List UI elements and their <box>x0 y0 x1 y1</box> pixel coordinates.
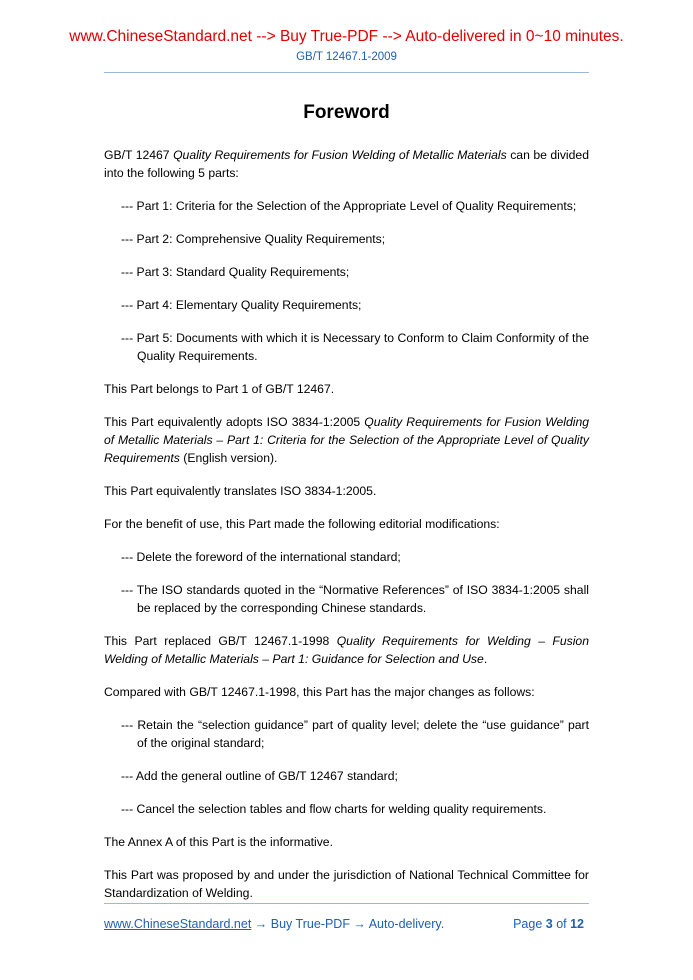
text: GB/T 12467 <box>104 148 174 162</box>
standard-title: Quality Requirements for Fusion Welding of Metallic Materials <box>173 148 507 162</box>
website-link[interactable]: www.ChineseStandard.net <box>104 917 252 931</box>
standard-title: Quality Requirements for Welding – Fusion Welding of Metallic Materials – Part 1: Guidance for Selection and Use <box>104 634 589 666</box>
paragraph: This Part equivalently translates ISO 3834-1:2005. <box>104 484 377 498</box>
list-item: --- Retain the “selection guidance” part of quality level; delete the “use guidance” part of the original standard; <box>121 718 589 750</box>
list-item: --- Part 5: Documents with which it is Necessary to Conform to Claim Conformity of the Quality Requirements. <box>121 331 589 363</box>
document-body <box>104 146 589 917</box>
header-divider <box>104 72 589 73</box>
list-item: --- Add the general outline of GB/T 12467 standard; <box>121 769 398 783</box>
page-label: Page <box>513 917 546 931</box>
header-banner[interactable]: www.ChineseStandard.net --> Buy True-PDF --> Auto-delivered in 0~10 minutes. <box>69 28 624 45</box>
text: . <box>483 652 488 666</box>
text: This Part replaced GB/T 12467.1-1998 <box>104 634 337 648</box>
paragraph: Compared with GB/T 12467.1-1998, this Part has the major changes as follows: <box>104 685 535 699</box>
text: can be divided into the following 5 parts: <box>104 148 589 180</box>
list-item: --- Part 1: Criteria for the Selection of the Appropriate Level of Quality Requirements; <box>121 199 577 213</box>
list-item: --- Cancel the selection tables and flow charts for welding quality requirements. <box>121 802 547 816</box>
list-item: --- Part 4: Elementary Quality Requirements; <box>121 298 362 312</box>
page-indicator <box>513 916 584 932</box>
list-item: --- Part 3: Standard Quality Requirements; <box>121 265 350 279</box>
page-title: Foreword <box>303 102 390 123</box>
document-id: GB/T 12467.1-2009 <box>296 51 397 63</box>
footer-links <box>104 916 444 932</box>
text: This Part equivalently adopts ISO 3834-1:2005 <box>104 415 365 429</box>
list-item: --- Part 2: Comprehensive Quality Requirements; <box>121 232 386 246</box>
paragraph: This Part was proposed by and under the jurisdiction of National Technical Committee for Standardization of Welding. <box>104 868 589 900</box>
paragraph-adoption <box>104 413 589 467</box>
page-number: 3 <box>545 917 553 931</box>
list-item: --- Delete the foreword of the international standard; <box>121 550 401 564</box>
paragraph: For the benefit of use, this Part made the following editorial modifications: <box>104 517 500 531</box>
standard-title: Quality Requirements for Fusion Welding of Metallic Materials – Part 1: Criteria for the Selection of the Appropriate Level of Quality Requirements <box>104 415 589 465</box>
of-label: of <box>552 917 571 931</box>
paragraph: This Part belongs to Part 1 of GB/T 12467. <box>104 382 335 396</box>
paragraph-replacement <box>104 632 589 668</box>
arrow-icon: → <box>349 917 369 931</box>
delivery-text: Auto-delivery. <box>368 917 445 931</box>
paragraph: The Annex A of this Part is the informative. <box>104 835 333 849</box>
paragraph-intro <box>104 146 589 182</box>
footer-divider <box>104 903 589 904</box>
buy-pdf-link[interactable]: Buy True-PDF <box>270 917 350 931</box>
list-item: --- The ISO standards quoted in the “Normative References” of ISO 3834-1:2005 shall be replaced by the corresponding Chinese standards. <box>121 583 589 615</box>
page-total: 12 <box>570 917 584 931</box>
text: (English version). <box>179 451 278 465</box>
arrow-icon: → <box>251 917 271 931</box>
